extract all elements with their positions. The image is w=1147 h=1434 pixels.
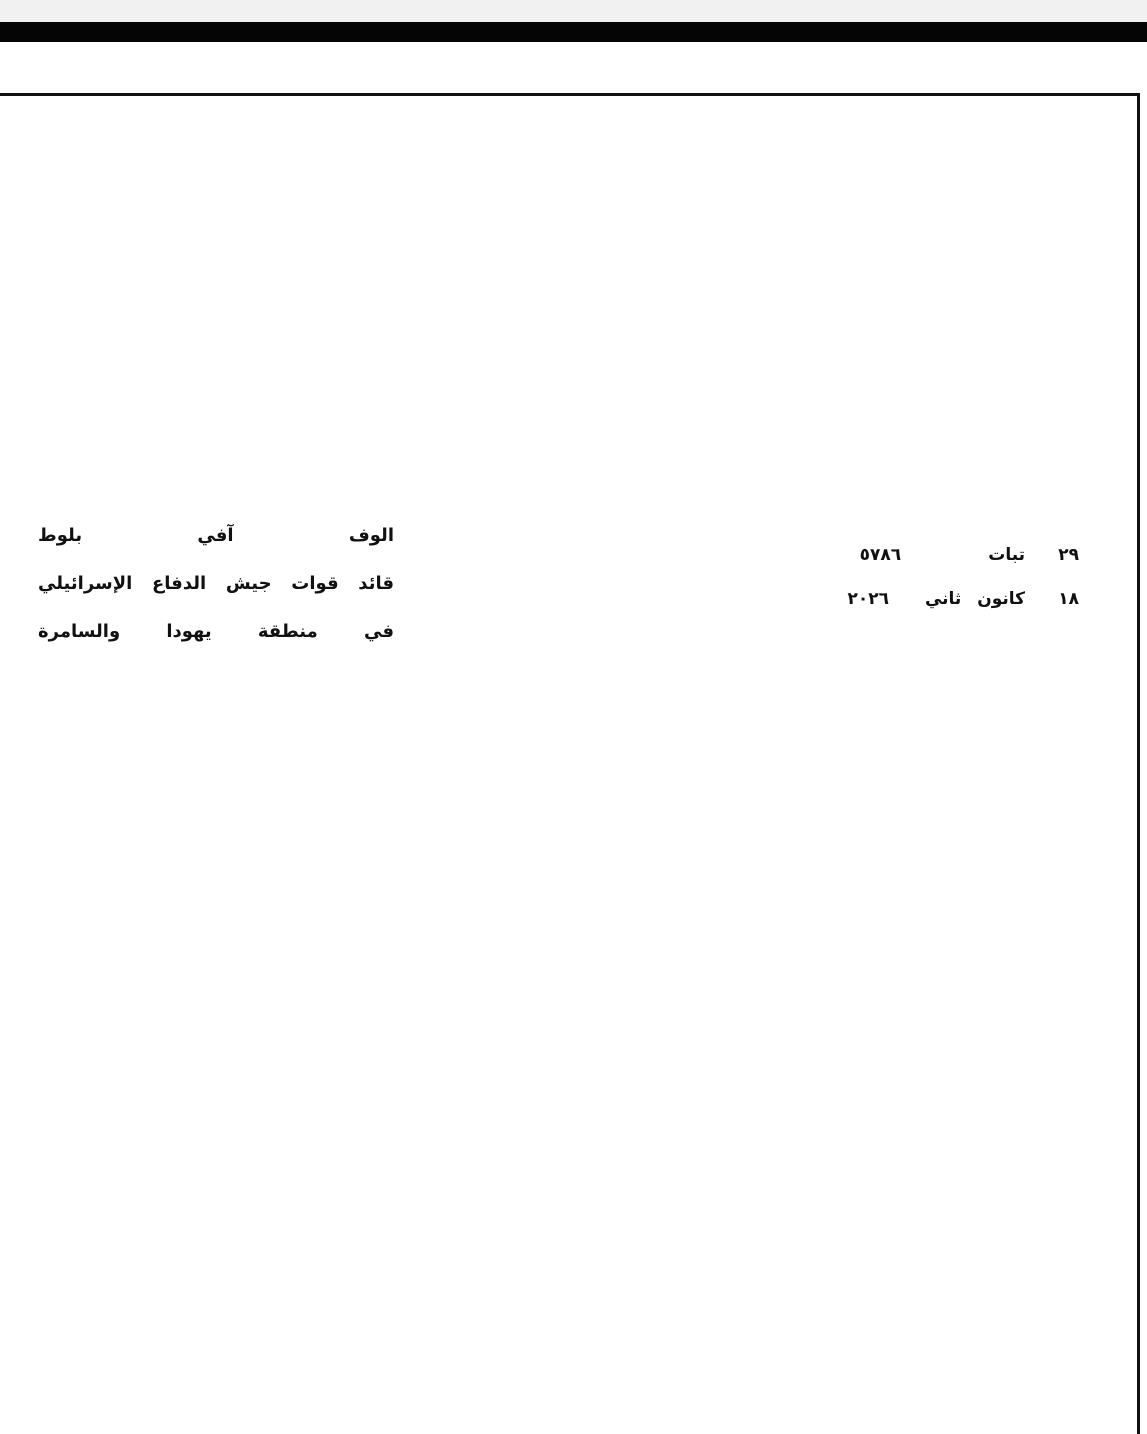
gregorian-date-month-2: ثاني bbox=[924, 589, 962, 609]
gregorian-date-year: ٢٠٢٦ bbox=[847, 589, 890, 609]
hebrew-date-day: ٢٩ bbox=[1058, 545, 1079, 565]
signatory-title: قائد قوات جيش الدفاع الإسرائيلي bbox=[38, 573, 394, 594]
hebrew-date bbox=[848, 533, 1079, 577]
page-border bbox=[0, 93, 1140, 1434]
signatory-name: الوف آفي بلوط bbox=[38, 525, 394, 546]
signatory-region: في منطقة يهودا والسامرة bbox=[38, 621, 394, 642]
top-margin bbox=[0, 0, 1147, 22]
hebrew-date-year: ٥٧٨٦ bbox=[859, 545, 902, 565]
gregorian-date bbox=[848, 577, 1079, 621]
gregorian-date-month: كانون bbox=[977, 589, 1026, 609]
date-block bbox=[848, 533, 1079, 621]
hebrew-date-month: تبات bbox=[988, 545, 1026, 565]
signature-block bbox=[38, 512, 394, 656]
scan-header-bar bbox=[0, 22, 1147, 42]
gregorian-date-day: ١٨ bbox=[1058, 589, 1079, 609]
